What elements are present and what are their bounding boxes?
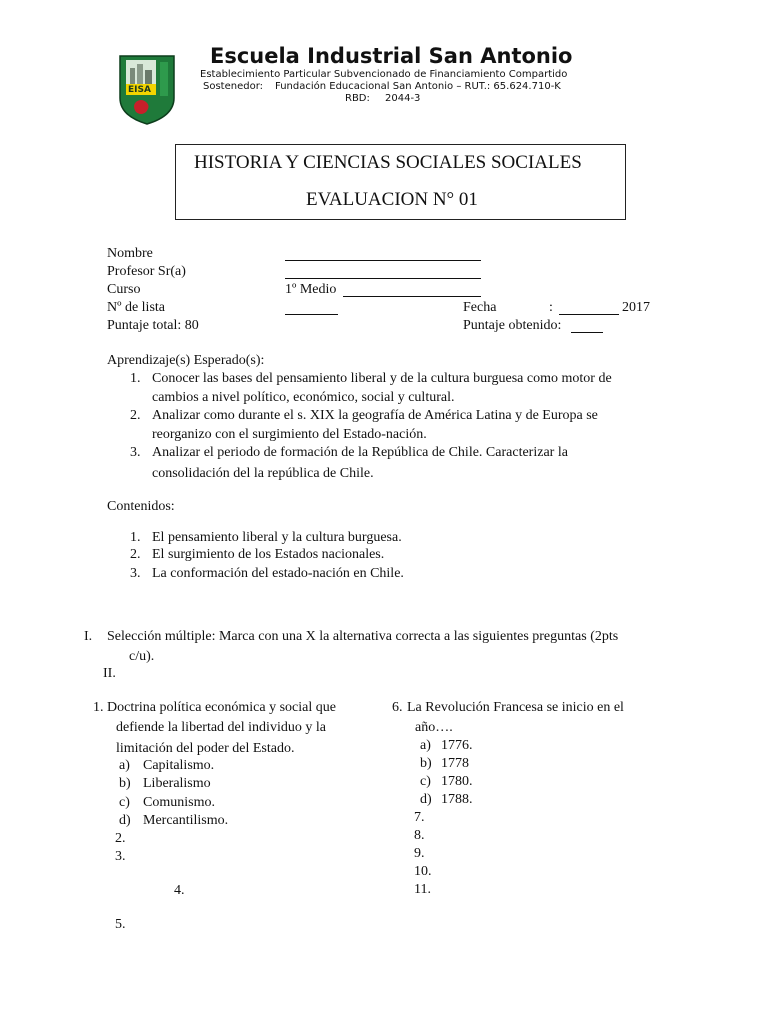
lista-field[interactable]	[285, 314, 338, 315]
aprendizaje-num: 3.	[130, 445, 141, 460]
puntaje-total: Puntaje total: 80	[107, 318, 199, 333]
curso-field[interactable]	[343, 296, 481, 297]
section-i-text: Selección múltiple: Marca con una X la alternativa correcta a las siguientes preguntas (2pts	[107, 629, 619, 644]
option-letter[interactable]: b)	[420, 756, 432, 771]
aprendizaje-num: 2.	[130, 408, 141, 423]
question-num: 5.	[115, 917, 126, 932]
aprendizaje-text: Analizar el periodo de formación de la República de Chile. Caracterizar la	[152, 445, 568, 460]
contenidos-heading: Contenidos:	[107, 499, 175, 514]
aprendizaje-text: consolidación del la república de Chile.	[152, 466, 374, 481]
option-letter[interactable]: c)	[119, 795, 130, 810]
contenido-num: 3.	[130, 566, 141, 581]
section-i-num: I.	[84, 629, 93, 644]
contenido-text: El surgimiento de los Estados nacionales.	[152, 547, 385, 562]
option-letter[interactable]: a)	[420, 738, 431, 753]
question-num: 11.	[414, 882, 431, 897]
question-num: 3.	[115, 849, 126, 864]
fecha-year: 2017	[622, 300, 650, 315]
aprendizaje-num: 1.	[130, 371, 141, 386]
option-text[interactable]: 1780.	[441, 774, 473, 789]
option-text[interactable]: Liberalismo	[143, 776, 211, 791]
question-text: limitación del poder del Estado.	[116, 741, 295, 756]
option-letter[interactable]: b)	[119, 776, 131, 791]
aprendizaje-text: Conocer las bases del pensamiento liberal y de la cultura burguesa como motor de	[152, 371, 612, 386]
contenido-text: La conformación del estado-nación en Chile.	[152, 566, 404, 581]
question-text: La Revolución Francesa se inicio en el	[407, 700, 624, 715]
lista-label: Nº de lista	[107, 300, 165, 315]
question-num: 6.	[392, 700, 403, 715]
option-letter[interactable]: d)	[420, 792, 432, 807]
school-name: Escuela Industrial San Antonio	[210, 44, 573, 68]
option-text[interactable]: Comunismo.	[143, 795, 215, 810]
aprendizajes-heading: Aprendizaje(s) Esperado(s):	[107, 353, 265, 368]
option-text[interactable]: Capitalismo.	[143, 758, 215, 773]
question-text: defiende la libertad del individuo y la	[116, 720, 326, 735]
school-logo	[118, 54, 176, 126]
fecha-field[interactable]	[559, 314, 619, 315]
section-ii-num: II.	[103, 666, 116, 681]
evaluation-title: EVALUACION N° 01	[306, 189, 478, 210]
option-text[interactable]: 1776.	[441, 738, 473, 753]
curso-label: Curso	[107, 282, 141, 297]
question-num: 8.	[414, 828, 425, 843]
school-subtitle: Establecimiento Particular Subvencionado de Financiamiento Compartido	[200, 69, 568, 80]
option-text[interactable]: 1778	[441, 756, 469, 771]
fecha-label: Fecha	[463, 300, 497, 315]
logo-text: EISA	[128, 85, 151, 95]
aprendizaje-text: reorganizo con el surgimiento del Estado-nación.	[152, 427, 427, 442]
question-text: Doctrina política económica y social que	[107, 700, 336, 715]
subject-title: HISTORIA Y CIENCIAS SOCIALES SOCIALES	[194, 152, 582, 173]
question-num: 1.	[93, 700, 104, 715]
question-num: 10.	[414, 864, 432, 879]
rbd-value: 2044-3	[385, 93, 421, 104]
question-text: año….	[415, 720, 453, 735]
puntaje-obtenido-field[interactable]	[571, 332, 603, 333]
profesor-field[interactable]	[285, 278, 481, 279]
rbd-label: RBD:	[345, 93, 370, 104]
sostenedor-label: Sostenedor:	[203, 81, 264, 92]
option-letter[interactable]: a)	[119, 758, 130, 773]
option-text[interactable]: 1788.	[441, 792, 473, 807]
contenido-num: 2.	[130, 547, 141, 562]
aprendizaje-text: cambios a nivel político, económico, social y cultural.	[152, 390, 455, 405]
option-letter[interactable]: d)	[119, 813, 131, 828]
nombre-label: Nombre	[107, 246, 153, 261]
question-num: 2.	[115, 831, 126, 846]
contenido-num: 1.	[130, 530, 141, 545]
question-num: 7.	[414, 810, 425, 825]
aprendizaje-text: Analizar como durante el s. XIX la geografía de América Latina y de Europa se	[152, 408, 598, 423]
section-i-text: c/u).	[129, 649, 155, 664]
option-letter[interactable]: c)	[420, 774, 431, 789]
question-num: 9.	[414, 846, 425, 861]
nombre-field[interactable]	[285, 260, 481, 261]
fecha-colon: :	[549, 300, 553, 315]
sostenedor-value: Fundación Educacional San Antonio – RUT.: 65.624.710-K	[275, 81, 561, 92]
question-num: 4.	[174, 883, 185, 898]
profesor-label: Profesor Sr(a)	[107, 264, 186, 279]
curso-value: 1º Medio	[285, 282, 337, 297]
option-text[interactable]: Mercantilismo.	[143, 813, 229, 828]
contenido-text: El pensamiento liberal y la cultura burguesa.	[152, 530, 402, 545]
puntaje-obtenido-label: Puntaje obtenido:	[463, 318, 562, 333]
